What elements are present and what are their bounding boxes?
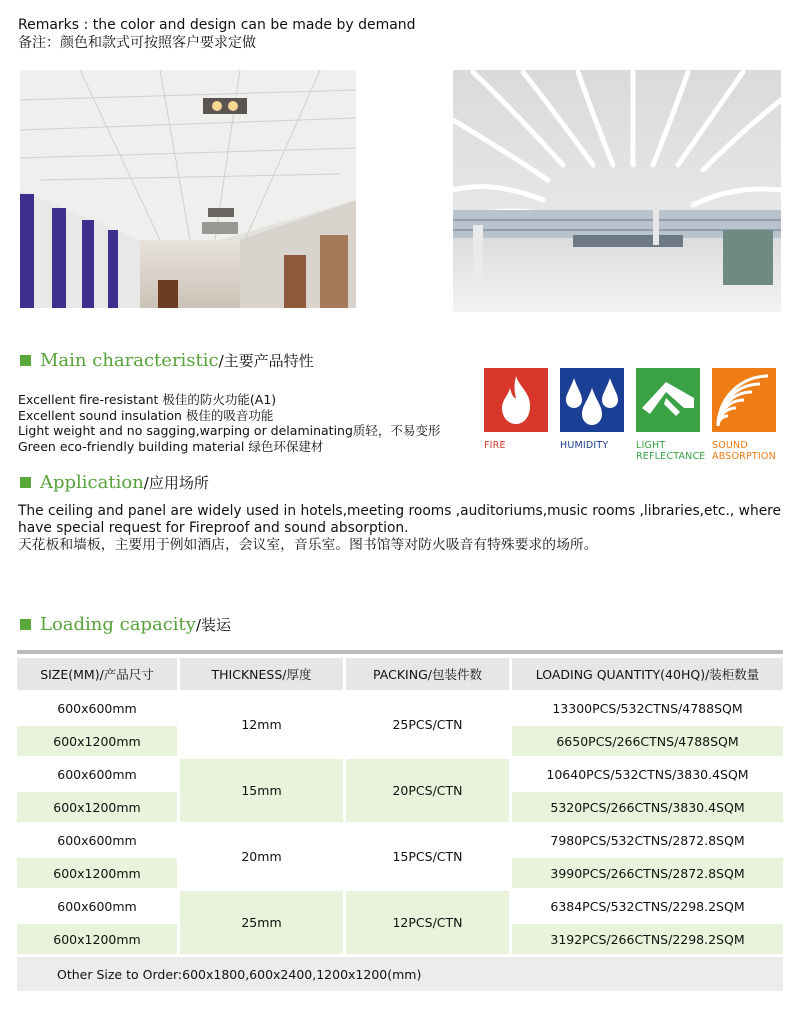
quantity-cell: 7980PCS/532CTNS/2872.8SQM — [509, 825, 783, 855]
header-quantity: LOADING QUANTITY(40HQ)/装柜数量 — [509, 658, 783, 690]
green-square-icon — [20, 477, 31, 488]
thickness-cell: 12mm — [177, 693, 343, 756]
table-footer-row — [17, 957, 783, 991]
table-row — [17, 891, 783, 921]
table-row — [17, 693, 783, 723]
application-text-en: The ceiling and panel are widely used in hotels,meeting rooms ,auditoriums,music rooms ,libraries,etc., where have special request for Fireproof and sound absorption. — [18, 503, 782, 536]
feature-icons — [484, 368, 776, 462]
application-text-cn: 天花板和墙板，主要用于例如酒店，会议室，音乐室。图书馆等对防火吸音有特殊要求的场所。 — [18, 537, 598, 553]
office-ceiling-photo — [20, 70, 356, 308]
header-thickness: THICKNESS/厚度 — [177, 658, 343, 690]
fire-label: FIRE — [484, 440, 506, 451]
light-reflectance-icon — [636, 368, 700, 432]
size-cell: 600x1200mm — [17, 858, 177, 888]
humidity-icon — [560, 368, 624, 432]
feature-item: Excellent fire-resistant 极佳的防火功能(A1) — [18, 392, 277, 407]
application-title-cn: /应用场所 — [143, 474, 209, 492]
feature-item: Green eco-friendly building material 绿色环保建材 — [18, 438, 324, 454]
green-square-icon — [20, 355, 31, 366]
loading-table — [17, 655, 783, 994]
remarks — [18, 16, 416, 52]
airport-ceiling-photo — [453, 70, 781, 312]
sound-absorption-icon — [712, 368, 776, 432]
quantity-cell: 10640PCS/532CTNS/3830.4SQM — [509, 759, 783, 789]
loading-title-cn: /装运 — [195, 616, 232, 634]
remarks-en: Remarks : the color and design can be made by demand — [18, 17, 416, 33]
quantity-cell: 6384PCS/532CTNS/2298.2SQM — [509, 891, 783, 921]
quantity-cell: 3192PCS/266CTNS/2298.2SQM — [509, 924, 783, 954]
loading-heading — [20, 614, 231, 635]
main-title-cn: /主要产品特性 — [218, 352, 314, 370]
size-cell: 600x600mm — [17, 891, 177, 921]
application-title-en: Application — [40, 472, 144, 493]
packing-cell: 15PCS/CTN — [343, 825, 509, 888]
size-cell: 600x600mm — [17, 693, 177, 723]
size-cell: 600x1200mm — [17, 726, 177, 756]
humidity-label: HUMIDITY — [560, 440, 609, 451]
feature-list — [18, 392, 440, 454]
packing-cell: 20PCS/CTN — [343, 759, 509, 822]
thickness-cell: 20mm — [177, 825, 343, 888]
main-characteristic-heading — [20, 350, 314, 371]
table-header-row — [17, 658, 783, 690]
application-text — [18, 503, 783, 554]
sound-absorption-label: SOUND ABSORPTION — [712, 440, 776, 462]
quantity-cell: 6650PCS/266CTNS/4788SQM — [509, 726, 783, 756]
quantity-cell: 5320PCS/266CTNS/3830.4SQM — [509, 792, 783, 822]
header-size: SIZE(MM)/产品尺寸 — [17, 658, 177, 690]
main-title-en: Main characteristic — [40, 350, 219, 371]
table-row — [17, 825, 783, 855]
green-square-icon — [20, 619, 31, 630]
quantity-cell: 13300PCS/532CTNS/4788SQM — [509, 693, 783, 723]
application-heading — [20, 472, 209, 493]
packing-cell: 25PCS/CTN — [343, 693, 509, 756]
quantity-cell: 3990PCS/266CTNS/2872.8SQM — [509, 858, 783, 888]
fire-icon — [484, 368, 548, 432]
table-row — [17, 759, 783, 789]
size-cell: 600x600mm — [17, 759, 177, 789]
size-cell: 600x600mm — [17, 825, 177, 855]
feature-item: Excellent sound insulation 极佳的吸音功能 — [18, 407, 274, 423]
thickness-cell: 25mm — [177, 891, 343, 954]
packing-cell: 12PCS/CTN — [343, 891, 509, 954]
light-reflectance-label: LIGHT REFLECTANCE — [636, 440, 706, 462]
other-size-note: Other Size to Order:600x1800,600x2400,1200x1200(mm) — [17, 957, 783, 991]
size-cell: 600x1200mm — [17, 792, 177, 822]
feature-item: Light weight and no sagging,warping or delaminating质轻，不易变形 — [18, 423, 441, 438]
header-packing: PACKING/包装件数 — [343, 658, 509, 690]
table-top-bar — [17, 650, 783, 654]
thickness-cell: 15mm — [177, 759, 343, 822]
remarks-cn: 备注：颜色和款式可按照客户要求定做 — [18, 35, 256, 51]
loading-title-en: Loading capacity — [40, 614, 196, 635]
size-cell: 600x1200mm — [17, 924, 177, 954]
